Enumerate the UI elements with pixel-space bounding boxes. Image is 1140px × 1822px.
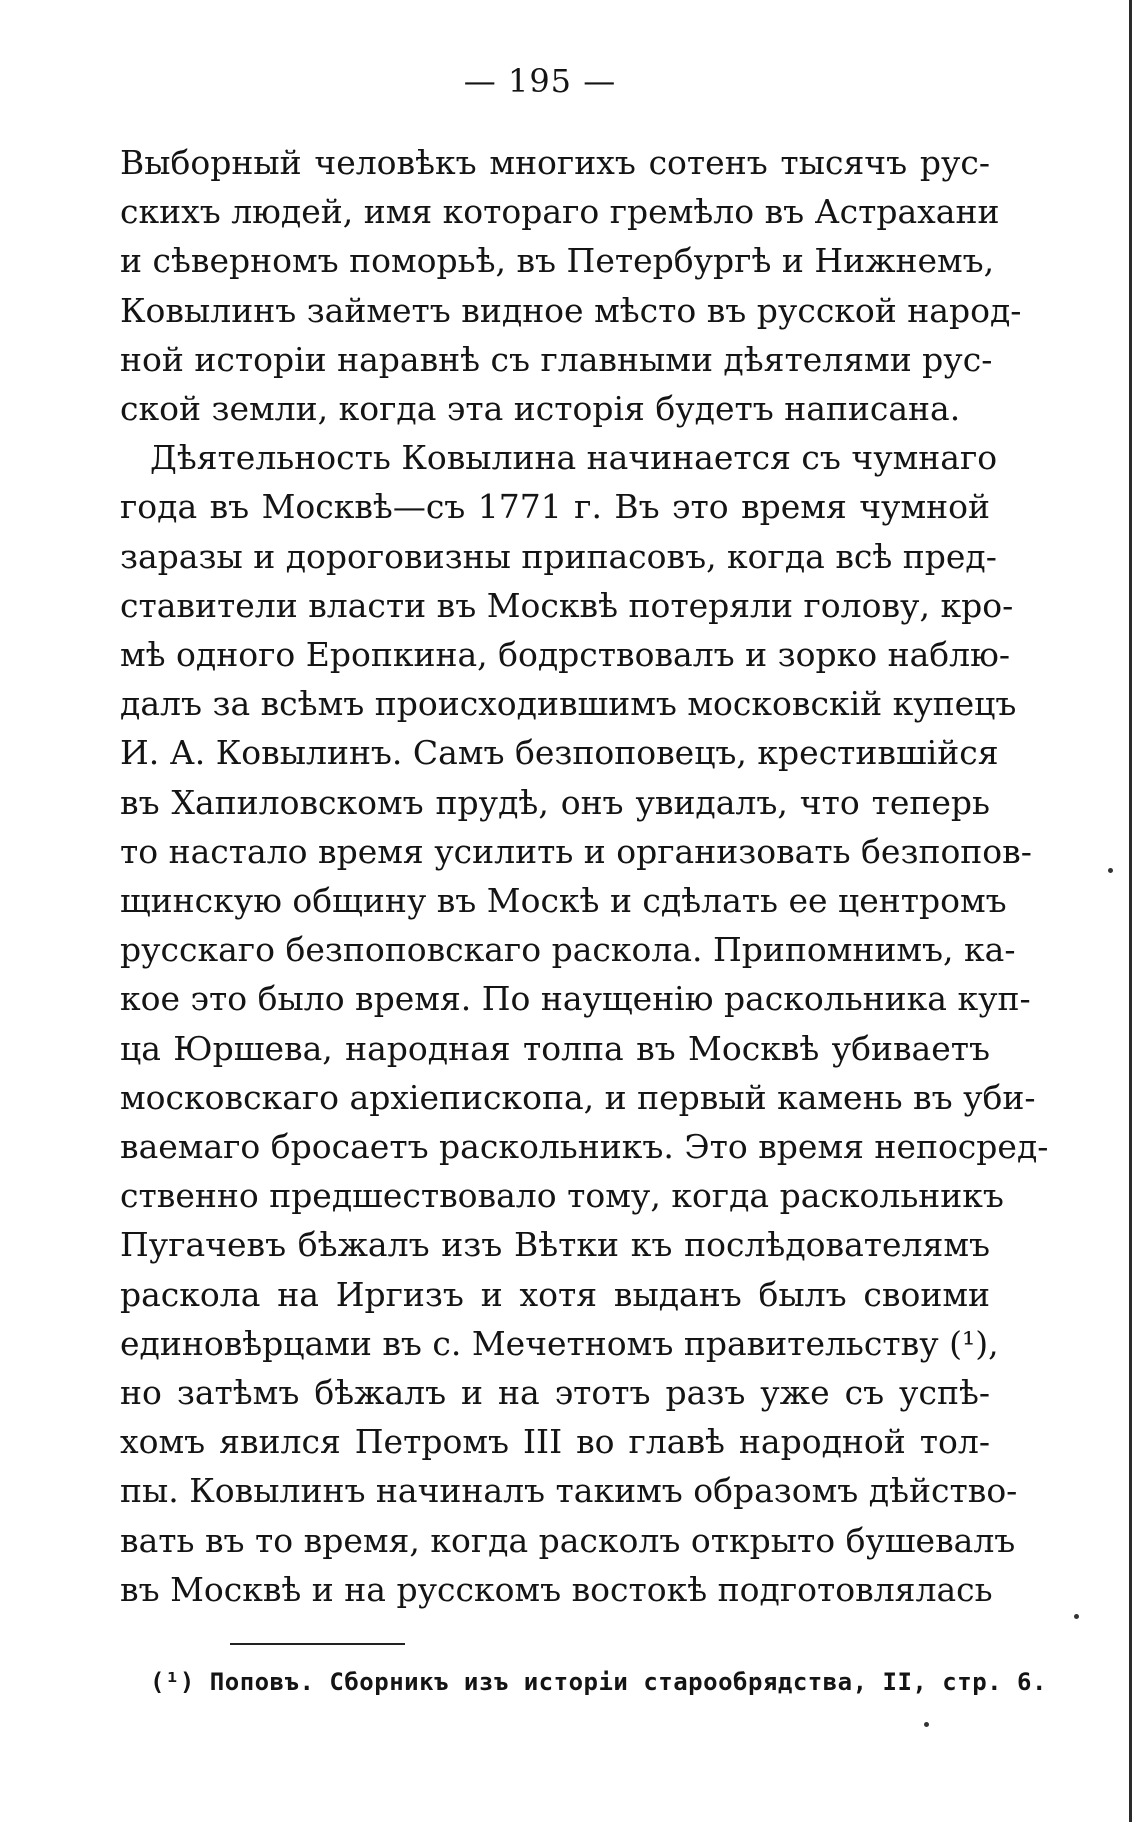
text-line: далъ за всѣмъ происходившимъ московскій купецъ	[120, 684, 1017, 724]
text-line: русскаго безпоповскаго раскола. Припомнимъ, ка-	[120, 930, 1016, 970]
text-line: въ Хапиловскомъ прудѣ, онъ увидалъ, что теперь	[120, 782, 990, 822]
paragraph-1	[120, 138, 1022, 433]
text-line: ца Юршева, народная толпа въ Москвѣ убиваетъ	[120, 1028, 990, 1068]
text-line: ской земли, когда эта исторія будетъ написана.	[120, 389, 961, 429]
page-number: — 195 —	[463, 62, 617, 100]
footnote-divider	[230, 1643, 405, 1645]
text-line: то настало время усилить и организовать безпопов-	[120, 831, 1032, 871]
text-line: раскола на Иргизъ и хотя выданъ былъ своими	[120, 1274, 990, 1314]
text-line: но затѣмъ бѣжалъ и на этотъ разъ уже съ успѣ-	[120, 1373, 990, 1413]
text-line: московскаго архіепископа, и первый камень въ уби-	[120, 1077, 1036, 1117]
text-line: года въ Москвѣ—съ 1771 г. Въ это время чумной	[120, 487, 990, 527]
ink-speck	[924, 1722, 929, 1727]
text-line: и сѣверномъ поморьѣ, въ Петербургѣ и Нижнемъ,	[120, 241, 995, 281]
page-edge-rule	[1129, 0, 1132, 1822]
body-text	[120, 138, 1049, 1614]
text-line: Ковылинъ займетъ видное мѣсто въ русской народ-	[120, 290, 1022, 330]
footnote: (¹) Поповъ. Сборникъ изъ исторіи старообрядства, II, стр. 6.	[150, 1668, 1047, 1696]
text-line: И. А. Ковылинъ. Самъ безпоповецъ, крестившійся	[120, 733, 999, 773]
ink-speck	[1108, 868, 1113, 873]
text-line: въ Москвѣ и на русскомъ востокѣ подготовлялась	[120, 1569, 993, 1609]
text-line: скихъ людей, имя котораго гремѣло въ Астрахани	[120, 192, 1000, 232]
text-line: щинскую общину въ Москѣ и сдѣлать ее центромъ	[120, 881, 1007, 921]
text-line: кое это было время. По наущенію раскольника куп-	[120, 979, 1031, 1019]
text-line: Выборный человѣкъ многихъ сотенъ тысячъ рус-	[120, 143, 990, 182]
text-line: единовѣрцами въ с. Мечетномъ правительству (¹),	[120, 1323, 999, 1363]
text-line: вать въ то время, когда расколъ открыто бушевалъ	[120, 1520, 1016, 1560]
paragraph-2	[120, 433, 1049, 1614]
text-line: пы. Ковылинъ начиналъ такимъ образомъ дѣйство-	[120, 1471, 1018, 1511]
text-line: Пугачевъ бѣжалъ изъ Вѣтки къ послѣдователямъ	[120, 1225, 990, 1265]
text-line: ставители власти въ Москвѣ потеряли голову, кро-	[120, 585, 1014, 625]
text-line: Дѣятельность Ковылина начинается съ чумнаго	[150, 438, 998, 478]
text-line: ственно предшествовало тому, когда раскольникъ	[120, 1176, 1004, 1216]
text-line: заразы и дороговизны припасовъ, когда всѣ пред-	[120, 536, 997, 576]
text-line: ваемаго бросаетъ раскольникъ. Это время непосред-	[120, 1127, 1049, 1167]
text-line: ной исторіи наравнѣ съ главными дѣятелями рус-	[120, 339, 993, 379]
ink-speck	[1074, 1614, 1079, 1619]
text-line: хомъ явился Петромъ III во главѣ народной тол-	[120, 1422, 990, 1462]
text-line: мѣ одного Еропкина, бодрствовалъ и зорко наблю-	[120, 635, 1011, 675]
